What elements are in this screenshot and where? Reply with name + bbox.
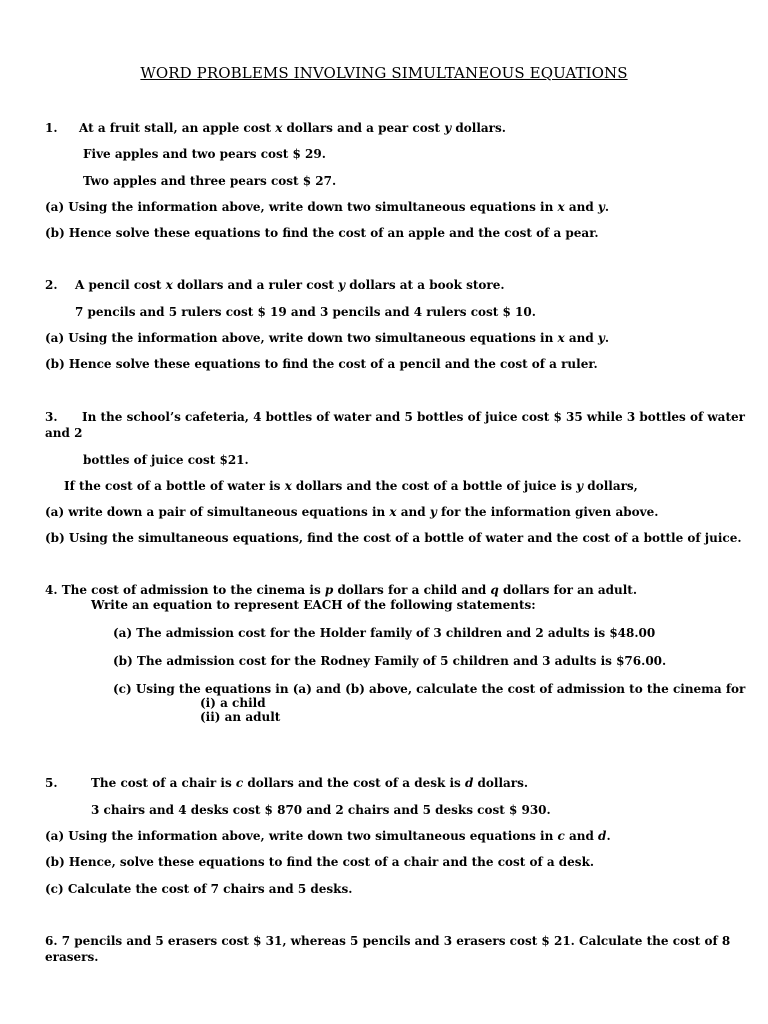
var-q: q — [490, 583, 499, 597]
q1-part-a-text: and — [564, 200, 598, 214]
q2-part-a — [45, 331, 609, 345]
q4-part-b: (b) The admission cost for the Rodney Family of 5 children and 3 adults is $76.00. — [113, 654, 667, 668]
q2-intro-text: dollars at a book store. — [345, 278, 505, 292]
q4-intro-text: dollars for an adult. — [498, 583, 638, 597]
q4-part-c: (c) Using the equations in (a) and (b) above, calculate the cost of admission to the cinema for — [113, 682, 746, 696]
q3-line1b: and 2 — [45, 426, 83, 440]
q2-number: 2. — [45, 278, 58, 292]
q1-intro-text: dollars. — [451, 121, 506, 135]
var-x: x — [275, 121, 283, 135]
q2-intro — [75, 278, 505, 292]
q3-condition-text: dollars and the cost of a bottle of juice is — [291, 479, 577, 493]
var-y: y — [338, 278, 346, 292]
q3-part-a-text: for the information given above. — [436, 505, 659, 519]
var-x: x — [165, 278, 173, 292]
q4-intro — [45, 583, 637, 597]
q4-part-a: (a) The admission cost for the Holder family of 3 children and 2 adults is $48.00 — [113, 626, 656, 640]
q3-condition-text: If the cost of a bottle of water is — [64, 479, 285, 493]
q5-part-c: (c) Calculate the cost of 7 chairs and 5 desks. — [45, 882, 353, 896]
q2-intro-text: dollars and a ruler cost — [172, 278, 339, 292]
q1-line2: Five apples and two pears cost $ 29. — [83, 147, 326, 161]
q5-part-a — [45, 829, 611, 843]
q3-part-a-text: and — [396, 505, 430, 519]
var-d: d — [598, 829, 607, 843]
q3-condition — [64, 479, 638, 493]
q5-part-a-text: (a) Using the information above, write down two simultaneous equations in — [45, 829, 558, 843]
q1-part-b: (b) Hence solve these equations to find the cost of an apple and the cost of a pear. — [45, 226, 599, 240]
var-d: d — [464, 776, 474, 790]
var-x: x — [284, 479, 292, 493]
var-c: c — [235, 776, 244, 790]
var-y: y — [597, 200, 605, 214]
var-x: x — [557, 331, 565, 345]
q5-part-b: (b) Hence, solve these equations to find the cost of a chair and the cost of a desk. — [45, 855, 595, 869]
q5-part-a-text: . — [606, 829, 611, 843]
q1-number: 1. — [45, 121, 58, 135]
q1-part-a — [45, 200, 609, 214]
q5-intro-text: The cost of a chair is — [91, 776, 236, 790]
var-y: y — [429, 505, 437, 519]
page-title: WORD PROBLEMS INVOLVING SIMULTANEOUS EQUATIONS — [140, 64, 628, 82]
var-p: p — [324, 583, 334, 597]
q1-intro — [79, 121, 506, 135]
q3-number: 3. — [45, 410, 58, 424]
var-y: y — [597, 331, 605, 345]
q1-intro-text: dollars and a pear cost — [282, 121, 445, 135]
q1-part-a-text: . — [604, 200, 610, 214]
q6-line1: 6. 7 pencils and 5 erasers cost $ 31, whereas 5 pencils and 3 erasers cost $ 21. Calculate the cost of 8 — [45, 934, 731, 948]
q3-condition-text: dollars, — [583, 479, 638, 493]
q5-intro-text: dollars and the cost of a desk is — [243, 776, 465, 790]
q4-intro-text: 4. The cost of admission to the cinema is — [45, 583, 325, 597]
var-y: y — [576, 479, 584, 493]
q5-number: 5. — [45, 776, 58, 790]
var-c: c — [557, 829, 565, 843]
q3-part-a — [45, 505, 658, 519]
var-x: x — [557, 200, 565, 214]
q1-intro-text: At a fruit stall, an apple cost — [79, 121, 276, 135]
q6-line2: erasers. — [45, 950, 99, 964]
q3-part-b: (b) Using the simultaneous equations, find the cost of a bottle of water and the cost of a bottle of juice. — [45, 531, 742, 545]
q5-part-a-text: and — [564, 829, 599, 843]
q2-intro-text: A pencil cost — [75, 278, 166, 292]
q4-instruction: Write an equation to represent EACH of the following statements: — [91, 598, 536, 612]
q3-line2: bottles of juice cost $21. — [83, 453, 249, 467]
q4-part-c-i: (i) a child — [200, 696, 266, 710]
var-x: x — [389, 505, 397, 519]
q1-line3: Two apples and three pears cost $ 27. — [83, 174, 337, 188]
q2-part-b: (b) Hence solve these equations to find the cost of a pencil and the cost of a ruler. — [45, 357, 598, 371]
q1-part-a-text: (a) Using the information above, write down two simultaneous equations in — [45, 200, 558, 214]
q2-part-a-text: . — [604, 331, 610, 345]
q4-part-c-ii: (ii) an adult — [200, 710, 281, 724]
q5-line2: 3 chairs and 4 desks cost $ 870 and 2 chairs and 5 desks cost $ 930. — [91, 803, 551, 817]
q2-line2: 7 pencils and 5 rulers cost $ 19 and 3 pencils and 4 rulers cost $ 10. — [75, 305, 536, 319]
q5-intro — [91, 776, 528, 790]
q2-part-a-text: and — [564, 331, 598, 345]
q2-part-a-text: (a) Using the information above, write down two simultaneous equations in — [45, 331, 558, 345]
q5-intro-text: dollars. — [473, 776, 529, 790]
q3-part-a-text: (a) write down a pair of simultaneous equations in — [45, 505, 390, 519]
var-y: y — [444, 121, 452, 135]
q3-line1: In the school’s cafeteria, 4 bottles of water and 5 bottles of juice cost $ 35 while 3 bottles of water — [82, 410, 745, 424]
q4-intro-text: dollars for a child and — [333, 583, 491, 597]
